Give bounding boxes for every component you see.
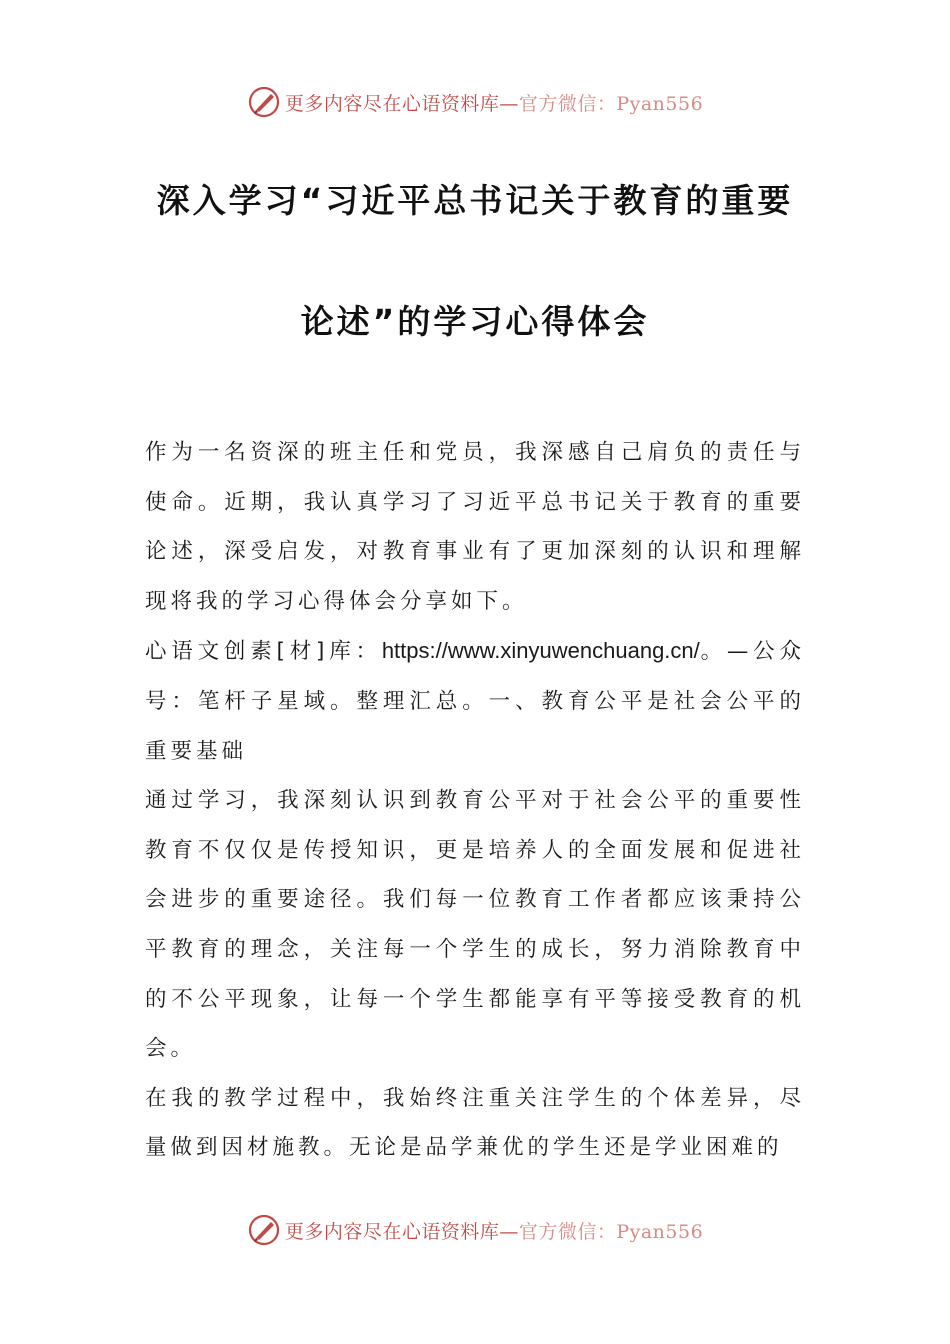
- watermark-text: 更多内容尽在心语资料库—官方微信：Pyan556: [284, 92, 704, 115]
- footer-watermark: [0, 1210, 950, 1250]
- watermark-text: 更多内容尽在心语资料库—官方微信：Pyan556: [284, 1220, 704, 1243]
- quill-logo-icon: [247, 1213, 281, 1247]
- header-watermark: [0, 82, 950, 122]
- document-body: [145, 428, 805, 1173]
- paragraph-teaching-practice: 在我的教学过程中，我始终注重关注学生的个体差异，尽量做到因材施教。无论是品学兼优的学生还是学业困难的: [145, 1085, 805, 1161]
- document-title-line-2: 论述”的学习心得体会: [300, 302, 650, 341]
- paragraph-education-fairness: 通过学习，我深刻认识到教育公平对于社会公平的重要性教育不仅仅是传授知识，更是培养人的全面发展和促进社会进步的重要途径。我们每一位教育工作者都应该秉持公平教育的理念，关注每一个学生的成长，努力消除教育中的不公平现象，让每一个学生都能享有平等接受教育的机会。: [145, 788, 805, 1062]
- paragraph-intro: 作为一名资深的班主任和党员，我深感自己肩负的责任与使命。近期，我认真学习了习近平总书记关于教育的重要论述，深受启发，对教育事业有了更加深刻的认识和理解现将我的学习心得体会分享如下。: [145, 440, 805, 614]
- document-title-line-1: 深入学习“习近平总书记关于教育的重要: [156, 181, 794, 220]
- source-url: https://www.xinyuwenchuang.cn/: [381, 638, 700, 664]
- paragraph-source: 心语文创素[材]库：https://www.xinyuwenchuang.cn/。—公众号：笔杆子星域。整理汇总。一、教育公平是社会公平的重要基础: [145, 638, 805, 764]
- quill-logo-icon: [247, 85, 281, 119]
